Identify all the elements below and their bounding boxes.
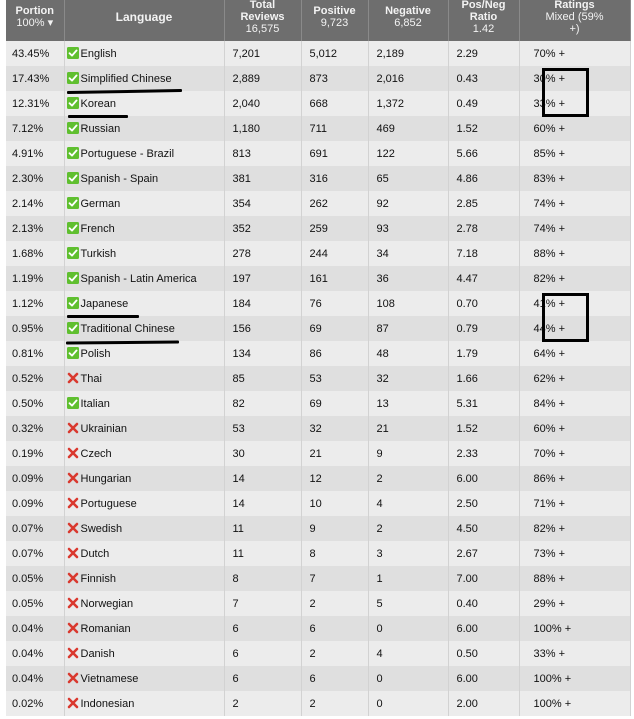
check-icon	[67, 72, 79, 84]
ratio-cell: 4.50	[448, 516, 519, 541]
positive-cell: 6	[301, 616, 368, 641]
negative-cell: 92	[368, 191, 448, 216]
portion-cell: 0.04%	[6, 666, 64, 691]
ratio-header-line2: Ratio	[469, 11, 498, 23]
positive-cell: 6	[301, 666, 368, 691]
language-cell	[64, 216, 224, 241]
total-reviews-cell: 2	[224, 691, 301, 716]
language-name: Korean	[80, 98, 116, 111]
cross-icon	[67, 597, 79, 609]
language-name: Hungarian	[80, 473, 132, 486]
ratio-cell: 0.43	[448, 66, 519, 91]
portion-cell: 0.04%	[6, 616, 64, 641]
portion-cell: 0.52%	[6, 366, 64, 391]
rating-cell: 73% +	[519, 541, 630, 566]
language-header-title: Language	[115, 10, 173, 24]
ratio-cell: 2.29	[448, 41, 519, 66]
language-cell	[64, 316, 224, 341]
ratio-cell: 0.49	[448, 91, 519, 116]
rating-cell: 100% +	[519, 666, 630, 691]
language-name: Indonesian	[80, 698, 135, 711]
negative-cell: 1	[368, 566, 448, 591]
total-reviews-cell: 14	[224, 491, 301, 516]
check-icon	[67, 297, 79, 309]
ratio-cell: 1.66	[448, 366, 519, 391]
table-row	[6, 316, 630, 341]
total-reviews-cell: 813	[224, 141, 301, 166]
total-reviews-cell: 85	[224, 366, 301, 391]
rating-cell: 44% +	[519, 316, 630, 341]
positive-cell: 86	[301, 341, 368, 366]
total-reviews-cell: 6	[224, 616, 301, 641]
check-icon	[67, 322, 79, 334]
language-name: Simplified Chinese	[80, 73, 172, 86]
total-reviews-cell: 6	[224, 641, 301, 666]
ratings-column-header[interactable]	[519, 0, 630, 41]
language-cell	[64, 416, 224, 441]
language-cell	[64, 116, 224, 141]
check-icon	[67, 97, 79, 109]
language-cell	[64, 491, 224, 516]
portion-cell: 0.95%	[6, 316, 64, 341]
ratio-cell: 2.67	[448, 541, 519, 566]
language-name: Danish	[80, 648, 115, 661]
positive-cell: 53	[301, 366, 368, 391]
table-row	[6, 266, 630, 291]
table-row	[6, 391, 630, 416]
portion-cell: 1.19%	[6, 266, 64, 291]
total-reviews-cell: 352	[224, 216, 301, 241]
language-name: Russian	[80, 123, 121, 136]
cross-icon	[67, 572, 79, 584]
language-cell	[64, 241, 224, 266]
negative-cell: 65	[368, 166, 448, 191]
portion-cell: 0.09%	[6, 491, 64, 516]
ratio-cell: 2.33	[448, 441, 519, 466]
portion-cell: 1.68%	[6, 241, 64, 266]
rating-cell: 82% +	[519, 266, 630, 291]
portion-cell: 0.09%	[6, 466, 64, 491]
ratio-cell: 0.70	[448, 291, 519, 316]
check-icon	[67, 147, 79, 159]
check-icon	[67, 197, 79, 209]
rating-cell: 60% +	[519, 116, 630, 141]
negative-cell: 5	[368, 591, 448, 616]
negative-header-title: Negative	[385, 5, 431, 17]
positive-cell: 668	[301, 91, 368, 116]
positive-cell: 76	[301, 291, 368, 316]
rating-cell: 84% +	[519, 391, 630, 416]
portion-cell: 4.91%	[6, 141, 64, 166]
cross-icon	[67, 672, 79, 684]
total-reviews-sum: 16,575	[245, 23, 280, 35]
table-row	[6, 41, 630, 66]
language-cell	[64, 691, 224, 716]
positive-cell: 9	[301, 516, 368, 541]
positive-header-title: Positive	[313, 5, 356, 17]
cross-icon	[67, 547, 79, 559]
total-reviews-cell: 2,040	[224, 91, 301, 116]
cross-icon	[67, 422, 79, 434]
language-cell	[64, 541, 224, 566]
language-cell	[64, 166, 224, 191]
overall-ratio: 1.42	[472, 23, 495, 35]
language-column-header[interactable]	[64, 0, 224, 41]
table-row	[6, 691, 630, 716]
language-name: Romanian	[80, 623, 131, 636]
table-row	[6, 441, 630, 466]
language-name: English	[80, 48, 117, 61]
language-reviews-table	[6, 0, 631, 716]
total-reviews-cell: 30	[224, 441, 301, 466]
negative-cell: 3	[368, 541, 448, 566]
language-name: Polish	[80, 348, 111, 361]
table-row	[6, 91, 630, 116]
language-name: Norwegian	[80, 598, 134, 611]
rating-cell: 71% +	[519, 491, 630, 516]
table-row	[6, 216, 630, 241]
rating-cell: 60% +	[519, 416, 630, 441]
ratio-cell: 6.00	[448, 666, 519, 691]
language-name: Czech	[80, 448, 112, 461]
positive-cell: 21	[301, 441, 368, 466]
ratio-header-line1: Pos/Neg	[461, 0, 506, 11]
total-reviews-cell: 7	[224, 591, 301, 616]
negative-cell: 0	[368, 666, 448, 691]
check-icon	[67, 247, 79, 259]
language-name: Traditional Chinese	[80, 323, 175, 336]
table-row	[6, 241, 630, 266]
portion-cell: 0.19%	[6, 441, 64, 466]
language-cell	[64, 41, 224, 66]
total-reviews-cell: 11	[224, 516, 301, 541]
negative-sum: 6,852	[394, 17, 422, 29]
language-cell	[64, 191, 224, 216]
total-reviews-cell: 14	[224, 466, 301, 491]
negative-cell: 2	[368, 466, 448, 491]
language-name: Turkish	[80, 248, 117, 261]
rating-cell: 88% +	[519, 241, 630, 266]
portion-cell: 7.12%	[6, 116, 64, 141]
language-name: Portuguese	[80, 498, 137, 511]
ratio-cell: 1.52	[448, 416, 519, 441]
ratio-cell: 7.00	[448, 566, 519, 591]
language-cell	[64, 616, 224, 641]
positive-cell: 691	[301, 141, 368, 166]
portion-header-title: Portion	[15, 5, 54, 17]
ratio-column-header[interactable]	[448, 0, 519, 41]
rating-cell: 64% +	[519, 341, 630, 366]
negative-cell: 21	[368, 416, 448, 441]
language-name: Swedish	[80, 523, 123, 536]
total-reviews-cell: 7,201	[224, 41, 301, 66]
ratio-cell: 7.18	[448, 241, 519, 266]
total-reviews-cell: 1,180	[224, 116, 301, 141]
language-cell	[64, 516, 224, 541]
rating-cell: 74% +	[519, 191, 630, 216]
portion-cell: 0.32%	[6, 416, 64, 441]
positive-cell: 244	[301, 241, 368, 266]
total-reviews-cell: 2,889	[224, 66, 301, 91]
table-row	[6, 341, 630, 366]
table-row	[6, 666, 630, 691]
ratings-summary-line2: +)	[569, 23, 580, 35]
ratio-cell: 6.00	[448, 616, 519, 641]
cross-icon	[67, 447, 79, 459]
positive-cell: 873	[301, 66, 368, 91]
negative-cell: 0	[368, 691, 448, 716]
positive-cell: 161	[301, 266, 368, 291]
ratio-cell: 5.66	[448, 141, 519, 166]
language-name: Finnish	[80, 573, 116, 586]
positive-column-header[interactable]	[301, 0, 368, 41]
language-cell	[64, 566, 224, 591]
portion-cell: 0.07%	[6, 541, 64, 566]
language-name: Japanese	[80, 298, 129, 311]
total-reviews-cell: 82	[224, 391, 301, 416]
rating-cell: 33% +	[519, 641, 630, 666]
table-header-row	[6, 0, 630, 41]
language-name: Ukrainian	[80, 423, 127, 436]
negative-cell: 36	[368, 266, 448, 291]
total-reviews-cell: 53	[224, 416, 301, 441]
total-reviews-cell: 354	[224, 191, 301, 216]
rating-cell: 74% +	[519, 216, 630, 241]
negative-column-header[interactable]	[368, 0, 448, 41]
total-reviews-cell: 134	[224, 341, 301, 366]
positive-cell: 5,012	[301, 41, 368, 66]
negative-cell: 4	[368, 491, 448, 516]
negative-cell: 48	[368, 341, 448, 366]
language-cell	[64, 466, 224, 491]
language-name: Spanish - Latin America	[80, 273, 197, 286]
portion-column-header[interactable]	[6, 0, 64, 41]
table-row	[6, 466, 630, 491]
positive-cell: 316	[301, 166, 368, 191]
portion-cell: 0.02%	[6, 691, 64, 716]
ratio-cell: 2.00	[448, 691, 519, 716]
portion-cell: 43.45%	[6, 41, 64, 66]
language-name: Thai	[80, 373, 102, 386]
ratio-cell: 4.86	[448, 166, 519, 191]
negative-cell: 13	[368, 391, 448, 416]
language-name: Spanish - Spain	[80, 173, 159, 186]
total-header-line2: Reviews	[240, 11, 285, 23]
language-cell	[64, 341, 224, 366]
negative-cell: 0	[368, 616, 448, 641]
language-name: Dutch	[80, 548, 110, 561]
check-icon	[67, 347, 79, 359]
table-row	[6, 516, 630, 541]
total-reviews-cell: 278	[224, 241, 301, 266]
language-cell	[64, 641, 224, 666]
positive-cell: 259	[301, 216, 368, 241]
ratio-cell: 2.78	[448, 216, 519, 241]
positive-cell: 7	[301, 566, 368, 591]
cross-icon	[67, 697, 79, 709]
table-row	[6, 166, 630, 191]
portion-cell: 0.07%	[6, 516, 64, 541]
total-reviews-cell: 11	[224, 541, 301, 566]
rating-cell: 83% +	[519, 166, 630, 191]
positive-cell: 69	[301, 316, 368, 341]
total-reviews-cell: 156	[224, 316, 301, 341]
negative-cell: 87	[368, 316, 448, 341]
annotation-box-top	[542, 68, 589, 117]
cross-icon	[67, 372, 79, 384]
negative-cell: 32	[368, 366, 448, 391]
portion-cell: 0.04%	[6, 641, 64, 666]
positive-cell: 2	[301, 641, 368, 666]
check-icon	[67, 47, 79, 59]
positive-cell: 711	[301, 116, 368, 141]
annotation-box-bottom	[542, 293, 589, 342]
ratio-cell: 1.79	[448, 341, 519, 366]
total-reviews-cell: 8	[224, 566, 301, 591]
negative-cell: 122	[368, 141, 448, 166]
check-icon	[67, 272, 79, 284]
ratio-cell: 5.31	[448, 391, 519, 416]
positive-cell: 2	[301, 691, 368, 716]
portion-cell: 12.31%	[6, 91, 64, 116]
total-reviews-cell: 381	[224, 166, 301, 191]
language-cell	[64, 441, 224, 466]
positive-cell: 262	[301, 191, 368, 216]
rating-cell: 100% +	[519, 691, 630, 716]
ratings-header-title: Ratings	[554, 0, 595, 11]
portion-cell: 1.12%	[6, 291, 64, 316]
language-cell	[64, 141, 224, 166]
table-row	[6, 541, 630, 566]
check-icon	[67, 222, 79, 234]
portion-cell: 0.05%	[6, 566, 64, 591]
portion-sort-indicator: 100% ▾	[16, 17, 54, 29]
total-reviews-column-header[interactable]	[224, 0, 301, 41]
check-icon	[67, 172, 79, 184]
rating-cell: 70% +	[519, 441, 630, 466]
positive-cell: 10	[301, 491, 368, 516]
language-cell	[64, 591, 224, 616]
total-reviews-cell: 6	[224, 666, 301, 691]
table-row	[6, 191, 630, 216]
table-row	[6, 116, 630, 141]
table-row	[6, 491, 630, 516]
rating-cell: 62% +	[519, 366, 630, 391]
negative-cell: 4	[368, 641, 448, 666]
negative-cell: 469	[368, 116, 448, 141]
language-name: Vietnamese	[80, 673, 139, 686]
negative-cell: 1,372	[368, 91, 448, 116]
language-name: French	[80, 223, 115, 236]
ratio-cell: 2.85	[448, 191, 519, 216]
portion-cell: 0.05%	[6, 591, 64, 616]
ratio-cell: 0.40	[448, 591, 519, 616]
table-row	[6, 416, 630, 441]
language-cell	[64, 391, 224, 416]
negative-cell: 108	[368, 291, 448, 316]
rating-cell: 30% +	[519, 66, 630, 91]
positive-sum: 9,723	[320, 17, 349, 29]
table-row	[6, 566, 630, 591]
negative-cell: 2	[368, 516, 448, 541]
ratio-cell: 0.50	[448, 641, 519, 666]
cross-icon	[67, 622, 79, 634]
negative-cell: 34	[368, 241, 448, 266]
negative-cell: 2,189	[368, 41, 448, 66]
language-cell	[64, 666, 224, 691]
language-cell	[64, 291, 224, 316]
total-reviews-cell: 184	[224, 291, 301, 316]
total-reviews-cell: 197	[224, 266, 301, 291]
negative-cell: 93	[368, 216, 448, 241]
rating-cell: 82% +	[519, 516, 630, 541]
rating-cell: 41% +	[519, 291, 630, 316]
cross-icon	[67, 647, 79, 659]
portion-cell: 2.14%	[6, 191, 64, 216]
rating-cell: 100% +	[519, 616, 630, 641]
ratings-summary-line1: Mixed (59%	[545, 11, 604, 23]
language-name: German	[80, 198, 121, 211]
language-cell	[64, 91, 224, 116]
portion-cell: 17.43%	[6, 66, 64, 91]
portion-cell: 0.50%	[6, 391, 64, 416]
table-row	[6, 366, 630, 391]
ratio-cell: 4.47	[448, 266, 519, 291]
table-row	[6, 591, 630, 616]
rating-cell: 88% +	[519, 566, 630, 591]
positive-cell: 2	[301, 591, 368, 616]
rating-cell: 29% +	[519, 591, 630, 616]
rating-cell: 85% +	[519, 141, 630, 166]
negative-cell: 9	[368, 441, 448, 466]
portion-cell: 0.81%	[6, 341, 64, 366]
check-icon	[67, 397, 79, 409]
table-row	[6, 141, 630, 166]
cross-icon	[67, 472, 79, 484]
negative-cell: 2,016	[368, 66, 448, 91]
language-cell	[64, 66, 224, 91]
ratio-cell: 1.52	[448, 116, 519, 141]
cross-icon	[67, 497, 79, 509]
check-icon	[67, 122, 79, 134]
table-row	[6, 291, 630, 316]
total-header-line1: Total	[249, 0, 276, 11]
rating-cell: 33% +	[519, 91, 630, 116]
language-name: Italian	[80, 398, 110, 411]
table-row	[6, 66, 630, 91]
ratio-cell: 6.00	[448, 466, 519, 491]
language-cell	[64, 266, 224, 291]
annotation-underline-japanese	[67, 315, 139, 318]
table-row	[6, 616, 630, 641]
portion-cell: 2.13%	[6, 216, 64, 241]
positive-cell: 12	[301, 466, 368, 491]
table-row	[6, 641, 630, 666]
language-cell	[64, 366, 224, 391]
annotation-underline-korean	[68, 115, 128, 118]
rating-cell: 70% +	[519, 41, 630, 66]
ratio-cell: 0.79	[448, 316, 519, 341]
rating-cell: 86% +	[519, 466, 630, 491]
language-name: Portuguese - Brazil	[80, 148, 175, 161]
portion-cell: 2.30%	[6, 166, 64, 191]
positive-cell: 8	[301, 541, 368, 566]
cross-icon	[67, 522, 79, 534]
positive-cell: 32	[301, 416, 368, 441]
positive-cell: 69	[301, 391, 368, 416]
ratio-cell: 2.50	[448, 491, 519, 516]
